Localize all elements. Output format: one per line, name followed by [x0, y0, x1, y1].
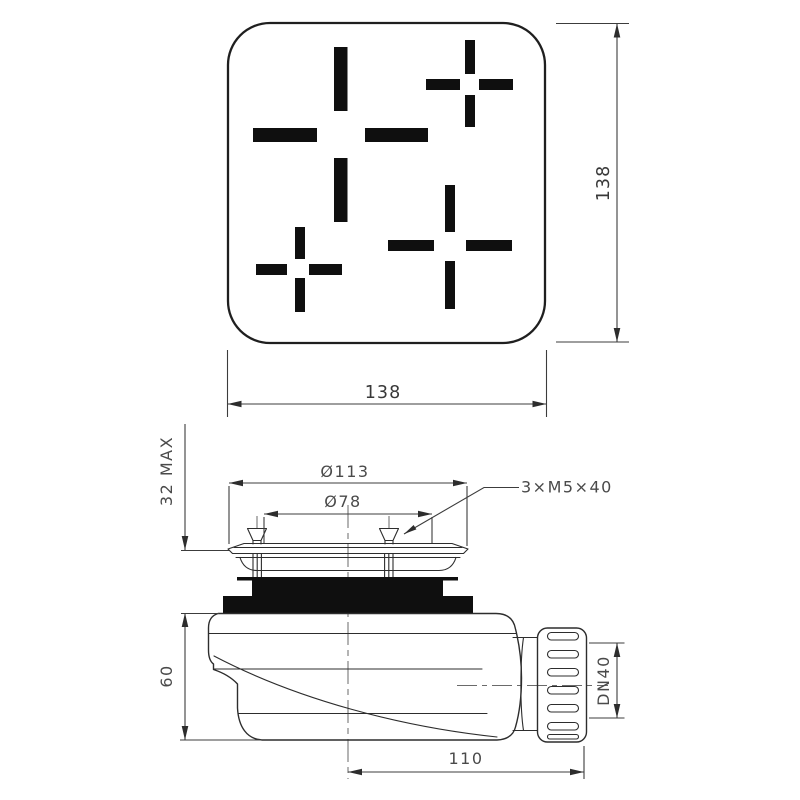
screw-spec-label: 3×M5×40 — [521, 477, 613, 497]
side-view — [157, 424, 625, 779]
top-view — [228, 23, 630, 417]
cross-slot-bar — [445, 261, 455, 309]
cross-slot-bar — [309, 264, 342, 275]
dim-flange-diameter-label: Ø113 — [320, 462, 370, 481]
dim-arrow — [453, 480, 467, 487]
dim-arrow — [182, 613, 189, 627]
cross-slot-bar — [295, 227, 305, 259]
gasket-layer — [252, 581, 443, 597]
dim-top-height-label: 138 — [594, 164, 614, 202]
nut-rib — [548, 669, 579, 677]
dim-arrow — [614, 704, 621, 718]
outlet-throat — [521, 638, 524, 731]
leader-line — [404, 488, 519, 535]
leader-screw-spec — [404, 478, 613, 535]
dim-outlet-size-label: DN40 — [594, 655, 613, 706]
nut-rib — [548, 651, 579, 659]
cross-slot-bar — [466, 240, 512, 251]
gasket-layer — [223, 596, 473, 614]
dim-arrow — [570, 769, 584, 776]
cross-slot-bar — [465, 40, 475, 74]
cross-slot-bar — [426, 79, 460, 90]
screw-head — [380, 529, 399, 541]
dim-arrow — [418, 511, 432, 518]
nut-rib — [548, 705, 579, 713]
trap-body-outline — [209, 614, 522, 741]
dim-outlet-length-label: 110 — [448, 749, 484, 768]
cross-slot-bar — [465, 95, 475, 127]
dim-trap-height — [157, 613, 262, 740]
cross-slot-bar — [295, 278, 305, 312]
dim-arrow — [614, 328, 621, 342]
cross-slot-bar — [334, 47, 348, 111]
dim-outlet-length — [348, 746, 584, 779]
dim-arrow — [229, 480, 243, 487]
dim-trap-height-label: 60 — [157, 664, 176, 688]
dim-top-width — [228, 350, 547, 417]
screw-right — [380, 516, 399, 577]
cross-slot-bar — [334, 158, 348, 222]
trap-body-sweep-line — [214, 656, 497, 737]
nut-rib — [548, 723, 579, 731]
cross-slot-bar — [479, 79, 513, 90]
dim-arrow — [348, 769, 362, 776]
grate-outline — [228, 23, 545, 343]
dim-arrow — [264, 511, 278, 518]
gasket-lip — [237, 577, 458, 581]
dim-arrow — [228, 401, 242, 408]
cross-slot-bar — [388, 240, 434, 251]
rubber-gasket — [223, 577, 473, 614]
dim-inner-diameter-label: Ø78 — [324, 492, 362, 511]
dim-top-height — [556, 24, 629, 343]
dim-arrow — [182, 536, 189, 550]
dim-max-height — [157, 424, 229, 551]
outlet-neck — [513, 638, 538, 731]
dim-arrow — [614, 24, 621, 38]
nut-rib — [548, 633, 579, 641]
nut-rib — [548, 687, 579, 695]
dim-arrow — [182, 726, 189, 740]
cross-slot-bar — [445, 185, 455, 232]
dim-outlet-size — [589, 643, 625, 718]
cross-slot-bar — [253, 128, 317, 142]
cross-slot-bar — [365, 128, 428, 142]
leader-arrow — [404, 525, 416, 534]
dim-max-height-label: 32 MAX — [157, 435, 176, 507]
nut-rib — [548, 735, 579, 740]
dim-arrow — [614, 643, 621, 657]
dim-arrow — [533, 401, 547, 408]
dim-top-width-label: 138 — [364, 383, 402, 403]
trap-body — [209, 614, 538, 741]
cross-slot-bar — [256, 264, 287, 275]
